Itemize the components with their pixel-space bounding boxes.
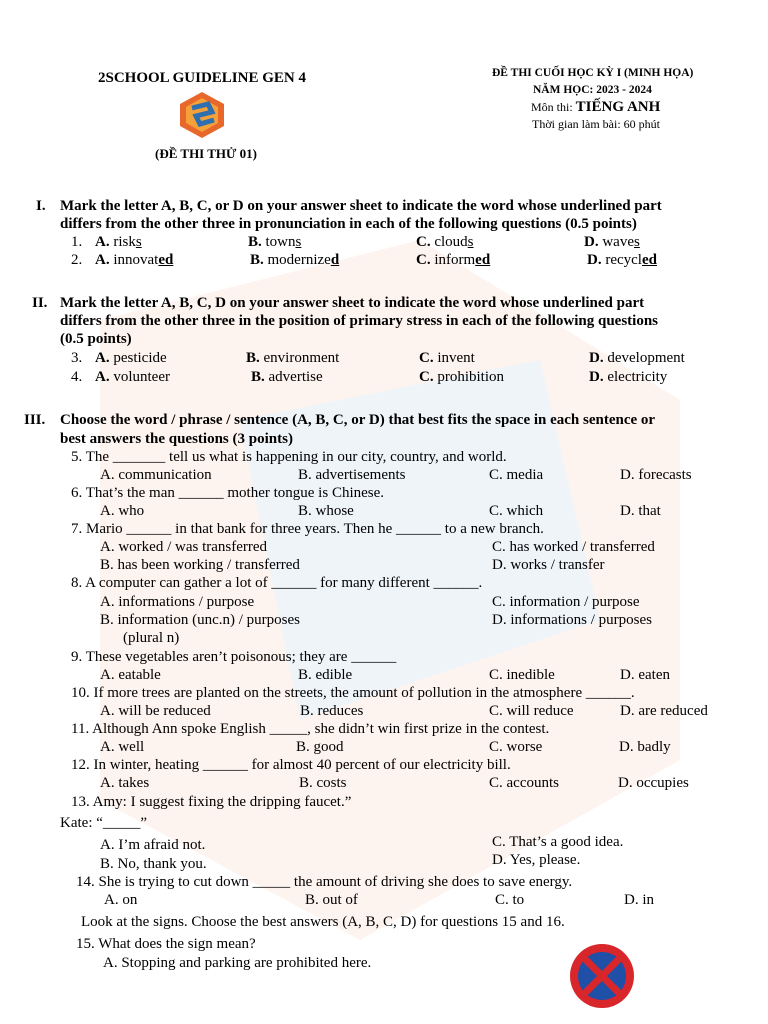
q2-number: 2. <box>71 252 83 268</box>
q6-option-d: D. that <box>620 503 661 519</box>
q13-option-b: B. No, thank you. <box>100 856 207 872</box>
q13-option-a: A. I’m afraid not. <box>100 837 206 853</box>
q12-option-c: C. accounts <box>489 775 559 791</box>
q14-option-c: C. to <box>495 892 525 908</box>
school-title: 2SCHOOL GUIDELINE GEN 4 <box>98 70 306 86</box>
q9-option-c: C. inedible <box>489 667 555 683</box>
q2-option-c: C. informed <box>416 252 491 268</box>
q3-option-a: A. pesticide <box>95 350 167 366</box>
q11-option-d: D. badly <box>619 739 671 755</box>
q5-option-d: D. forecasts <box>620 467 692 483</box>
q13-kate-line: Kate: “_____” <box>60 815 148 831</box>
school-year: NĂM HỌC: 2023 - 2024 <box>533 84 652 96</box>
section-3-number: III. <box>24 412 46 428</box>
q6-stem: 6. That’s the man ______ mother tongue is Chinese. <box>71 485 385 501</box>
q14-option-b: B. out of <box>305 892 358 908</box>
q10-option-b: B. reduces <box>300 703 364 719</box>
q4-option-d: D. electricity <box>589 369 668 385</box>
section-2-number: II. <box>32 295 48 311</box>
section-2-line-2: differs from the other three in the position of primary stress in each of the following questions <box>60 313 659 329</box>
q14-option-a: A. on <box>104 892 138 908</box>
q5-stem: 5. The _______ tell us what is happening in our city, country, and world. <box>71 449 507 465</box>
q1-option-c: C. clouds <box>416 234 474 250</box>
q8-option-b: B. information (unc.n) / purposes <box>100 612 300 628</box>
q11-stem: 11. Although Ann spoke English _____, she didn’t win first prize in the contest. <box>71 721 550 737</box>
q8-option-b-note: (plural n) <box>123 630 180 646</box>
q4-option-c: C. prohibition <box>419 369 505 385</box>
q8-option-c: C. information / purpose <box>492 594 640 610</box>
q4-number: 4. <box>71 369 83 385</box>
q3-number: 3. <box>71 350 83 366</box>
subject-name: TIẾNG ANH <box>575 99 661 115</box>
q5-option-a: A. communication <box>100 467 212 483</box>
q13-option-d: D. Yes, please. <box>492 852 581 868</box>
q12-stem: 12. In winter, heating ______ for almost 40 percent of our electricity bill. <box>71 757 511 773</box>
q1-option-b: B. towns <box>248 234 302 250</box>
section-1-line-1: Mark the letter A, B, C, or D on your answer sheet to indicate the word whose underlined part <box>60 198 662 214</box>
q9-option-d: D. eaten <box>620 667 670 683</box>
q7-option-b: B. has been working / transferred <box>100 557 300 573</box>
q4-option-a: A. volunteer <box>95 369 170 385</box>
section-1-line-2: differs from the other three in pronunciation in each of the following questions (0.5 points) <box>60 216 637 232</box>
q11-option-a: A. well <box>100 739 145 755</box>
school-logo <box>178 90 226 140</box>
q6-option-a: A. who <box>100 503 145 519</box>
signs-instructions: Look at the signs. Choose the best answers (A, B, C, D) for questions 15 and 16. <box>81 914 565 930</box>
q7-option-c: C. has worked / transferred <box>492 539 655 555</box>
exam-duration: Thời gian làm bài: 60 phút <box>532 117 660 131</box>
q3-option-d: D. development <box>589 350 685 366</box>
section-3-line-1: Choose the word / phrase / sentence (A, B, C, or D) that best fits the space in each sentence or <box>60 412 656 428</box>
q4-option-b: B. advertise <box>251 369 323 385</box>
subject-line <box>531 99 660 116</box>
no-stopping-sign-icon <box>568 942 636 1010</box>
exam-number: (ĐỀ THI THỬ 01) <box>155 146 257 161</box>
q12-option-d: D. occupies <box>618 775 689 791</box>
q14-stem: 14. She is trying to cut down _____ the amount of driving she does to save energy. <box>76 874 573 890</box>
q12-option-a: A. takes <box>100 775 150 791</box>
q2-option-d: D. recycled <box>587 252 657 268</box>
q1-option-d: D. waves <box>584 234 640 250</box>
q14-option-d: D. in <box>624 892 654 908</box>
q15-stem: 15. What does the sign mean? <box>76 936 256 952</box>
exam-title: ĐỀ THI CUỐI HỌC KỲ I (MINH HỌA) <box>492 67 694 79</box>
section-3-line-2: best answers the questions (3 points) <box>60 431 293 447</box>
q6-option-c: C. which <box>489 503 544 519</box>
section-1-number: I. <box>36 198 46 214</box>
q15-option-a: A. Stopping and parking are prohibited here. <box>103 955 372 971</box>
q10-option-d: D. are reduced <box>620 703 708 719</box>
q7-stem: 7. Mario ______ in that bank for three years. Then he ______ to a new branch. <box>71 521 544 537</box>
q2-option-a: A. innovated <box>95 252 174 268</box>
q1-number: 1. <box>71 234 83 250</box>
q8-option-a: A. informations / purpose <box>100 594 255 610</box>
q8-option-d: D. informations / purposes <box>492 612 652 628</box>
q3-option-b: B. environment <box>246 350 340 366</box>
q11-option-b: B. good <box>296 739 344 755</box>
q1-option-a: A. risks <box>95 234 142 250</box>
q6-option-b: B. whose <box>298 503 354 519</box>
q7-option-d: D. works / transfer <box>492 557 605 573</box>
q2-option-b: B. modernized <box>250 252 340 268</box>
q13-option-c: C. That’s a good idea. <box>492 834 624 850</box>
q9-option-b: B. edible <box>298 667 353 683</box>
q12-option-b: B. costs <box>299 775 347 791</box>
q10-option-a: A. will be reduced <box>100 703 211 719</box>
q7-option-a: A. worked / was transferred <box>100 539 268 555</box>
q8-stem: 8. A computer can gather a lot of ______ for many different ______. <box>71 575 483 591</box>
q5-option-c: C. media <box>489 467 544 483</box>
section-2-line-1: Mark the letter A, B, C, D on your answer sheet to indicate the word whose underlined part <box>60 295 645 311</box>
subject-label: Môn thi: <box>531 100 573 114</box>
q10-stem: 10. If more trees are planted on the streets, the amount of pollution in the atmosphere ______. <box>71 685 635 701</box>
q9-option-a: A. eatable <box>100 667 161 683</box>
q11-option-c: C. worse <box>489 739 543 755</box>
q13-stem: 13. Amy: I suggest fixing the dripping faucet.” <box>71 794 352 810</box>
section-2-line-3: (0.5 points) <box>60 331 132 347</box>
q3-option-c: C. invent <box>419 350 475 366</box>
q9-stem: 9. These vegetables aren’t poisonous; they are ______ <box>71 649 397 665</box>
q5-option-b: B. advertisements <box>298 467 406 483</box>
q10-option-c: C. will reduce <box>489 703 574 719</box>
